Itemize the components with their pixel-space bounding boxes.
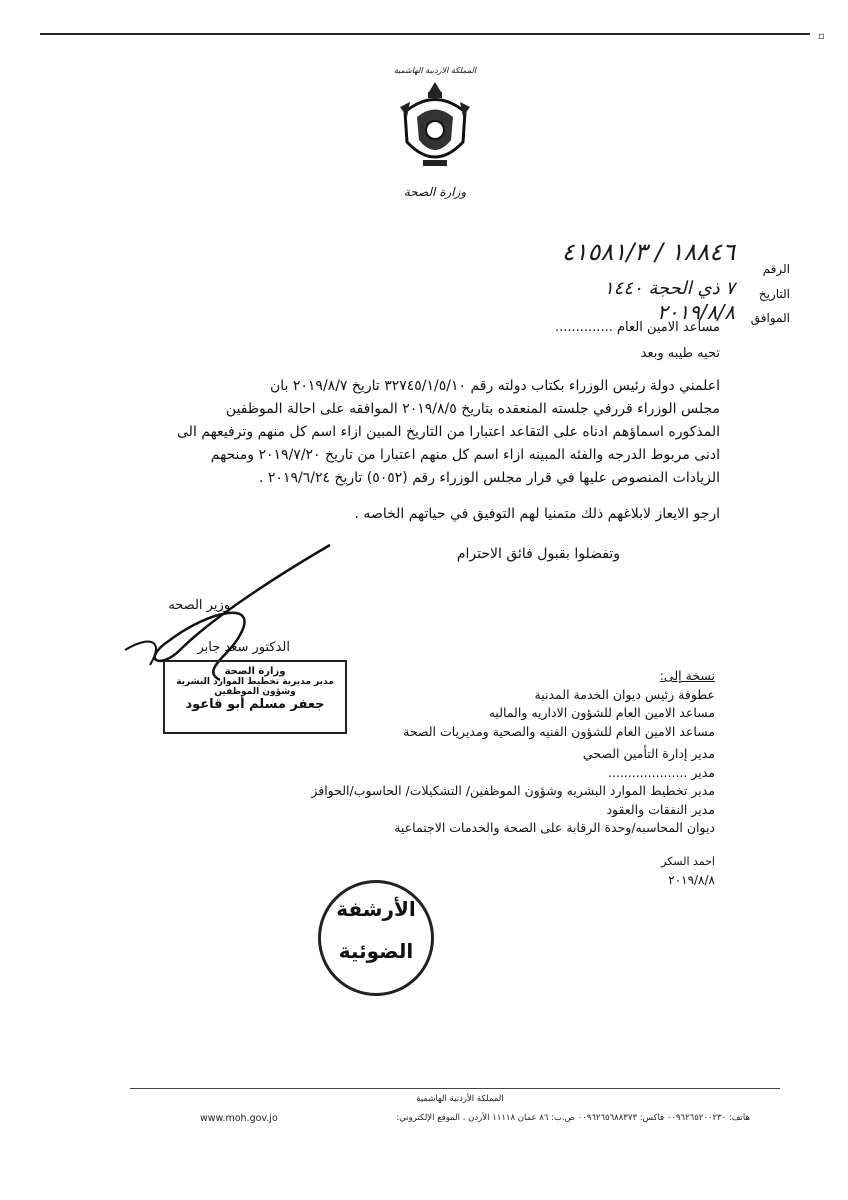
footer-country: المملكة الأردنية الهاشمية bbox=[416, 1094, 504, 1104]
copy-recipient: مدير تخطيط الموارد البشريه وشؤون الموظفين/ التشكيلات/ الحاسوب/الحوافز bbox=[311, 783, 715, 798]
number-label: الرقم bbox=[762, 262, 790, 276]
reference-number: ١٨٨٤٦ / ٤١٥٨١/٣ bbox=[561, 238, 735, 266]
coat-of-arms-icon bbox=[395, 72, 475, 182]
signer-title: وزير الصحه bbox=[168, 598, 230, 613]
top-border-line bbox=[40, 33, 810, 35]
body-line: مجلس الوزراء قررفي جلسته المنعقده بتاريخ ٢٠١٩/٨/٥ الموافقه على احالة الموظفين bbox=[225, 401, 720, 417]
archive-stamp bbox=[318, 880, 434, 996]
footer-website: www.moh.gov.jo bbox=[200, 1113, 278, 1124]
corresponding-label: الموافق bbox=[750, 311, 790, 325]
addressee: مساعد الامين العام .............. bbox=[554, 320, 720, 335]
body-line: ادنى مربوط الدرجه والفئه المبينه ازاء اسم كل منهم اعتبارا من تاريخ ٢٠١٩/٧/٢٠ ومنحهم bbox=[210, 447, 720, 463]
ministry-name: وزارة الصحة bbox=[403, 185, 467, 199]
footer-divider bbox=[130, 1088, 780, 1089]
prepared-date: ٢٠١٩/٨/٨ bbox=[668, 873, 715, 887]
closing-line: وتفضلوا بقبول فائق الاحترام bbox=[456, 546, 620, 562]
hijri-date: ٧ ذي الحجة ١٤٤٠ bbox=[604, 278, 735, 299]
gregorian-date: ٢٠١٩/٨/٨ bbox=[657, 300, 735, 324]
copy-recipient: عطوفة رئيس ديوان الخدمة المدنية bbox=[534, 686, 715, 702]
corner-mark: ▫ bbox=[818, 31, 825, 42]
copies-list bbox=[250, 667, 715, 838]
body-line: اعلمني دولة رئيس الوزراء بكتاب دولته رقم ٣٢٧٤٥/١/٥/١٠ تاريخ ٢٠١٩/٨/٧ بان bbox=[269, 378, 720, 394]
signer-name: الدكتور سعد جابر bbox=[197, 640, 290, 655]
archive-stamp-bottom: الضوئية bbox=[338, 939, 414, 963]
copy-recipient: مساعد الامين العام للشؤون الفنيه والصحية ومديريات الصحة bbox=[403, 723, 715, 739]
letter-body bbox=[150, 375, 720, 490]
copies-heading: نسخة إلى: bbox=[659, 668, 715, 683]
copy-recipient: مساعد الامين العام للشؤون الاداريه والماليه bbox=[488, 705, 715, 720]
footer-contacts: هاتف: ٠٠٩٦٢٦٥٢٠٠٢٣٠ فاكس: ٠٠٩٦٢٦٥٦٨٨٣٧٣ ص.ب: ٨٦ عمان ١١١١٨ الأردن . الموقع الإلكتروني: bbox=[396, 1113, 750, 1123]
stamp-line-affairs: وشؤون الموظفين bbox=[214, 687, 296, 697]
copy-recipient: مدير النفقات والعقود bbox=[606, 801, 715, 817]
prepared-by-name: احمد السكر bbox=[661, 855, 715, 868]
body-line: المذكوره اسماؤهم ادناه على التقاعد اعتبارا من التاريخ المبين ازاء اسم كل منهم وترفيعهم الى bbox=[177, 424, 720, 440]
stamp-line-directorate: مدير مديرية تخطيط الموارد البشرية bbox=[176, 677, 334, 687]
stamp-line-name: جعفر مسلم أبو قاعود bbox=[185, 697, 325, 712]
request-line: ارجو الايعاز لابلاغهم ذلك متمنيا لهم التوفيق في حياتهم الخاصه . bbox=[354, 506, 720, 522]
archive-stamp-top: الأرشفة bbox=[336, 897, 416, 921]
copy-recipient: ديوان المحاسبه/وحدة الرقابة على الصحة والخدمات الاجتماعية bbox=[394, 820, 715, 835]
greeting: تحيه طيبه وبعد bbox=[640, 346, 720, 361]
stamp-line-ministry: وزارة الصحة bbox=[224, 666, 286, 677]
crest-top-text: المملكة الاردنية الهاشمية bbox=[393, 66, 477, 75]
copy-recipient: مدير إدارة التأمين الصحي bbox=[582, 746, 715, 761]
body-line: الزيادات المنصوص عليها في قرار مجلس الوزراء رقم (٥٠٥٢) تاريخ ٢٠١٩/٦/٢٤ . bbox=[259, 470, 720, 486]
date-label: التاريخ bbox=[758, 287, 790, 301]
copy-recipient: مدير .................... bbox=[607, 764, 715, 780]
